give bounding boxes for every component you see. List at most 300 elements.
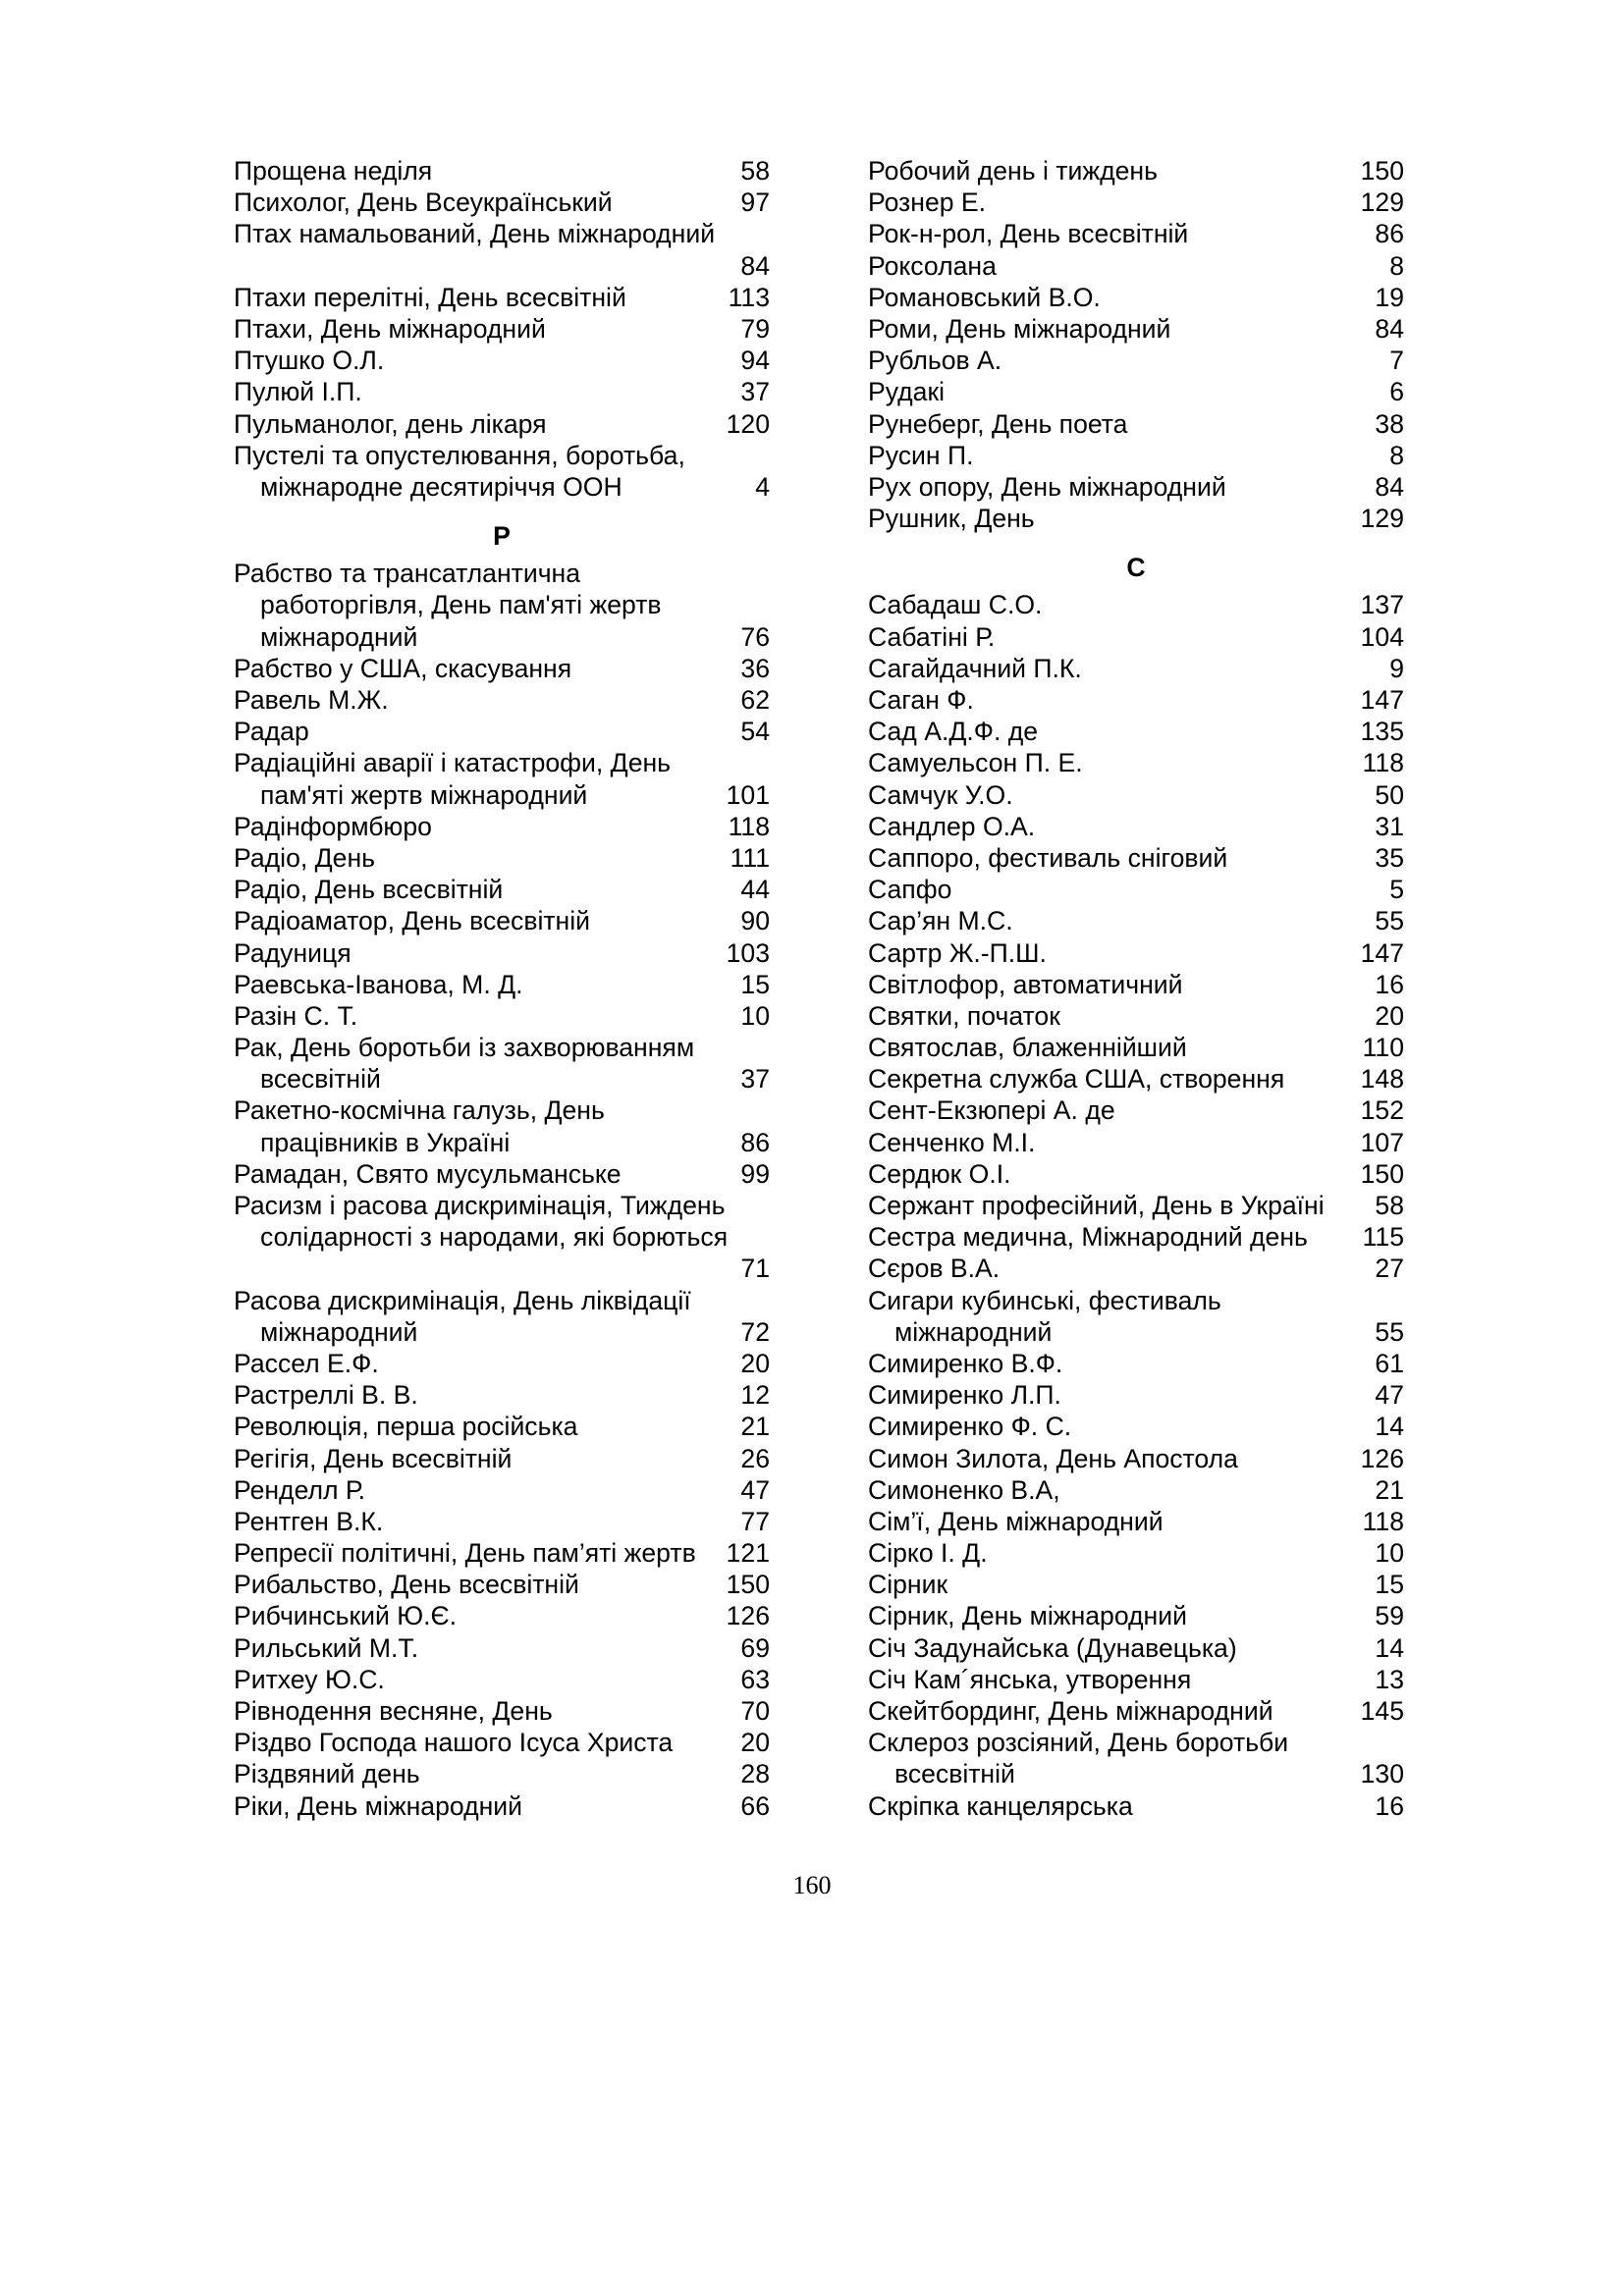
index-entry <box>234 905 770 936</box>
index-entry <box>868 1221 1404 1253</box>
index-entry-page: 36 <box>740 653 770 683</box>
index-entry-page: 150 <box>726 1570 770 1600</box>
index-entry-term: Романовський В.О. <box>868 282 1101 312</box>
index-entry-page: 150 <box>1360 156 1404 186</box>
index-entry-term: Рентген В.К. <box>234 1506 384 1536</box>
index-entry <box>234 589 770 620</box>
index-entry-term: Роми, День міжнародний <box>868 313 1171 344</box>
index-entry-page: 118 <box>1362 1506 1404 1536</box>
index-entry <box>234 155 770 187</box>
index-entry-term: Прощена неділя <box>234 156 433 186</box>
index-entry <box>868 1727 1404 1758</box>
index-entry-page: 55 <box>1375 1316 1404 1347</box>
index-entry-term: Симон Зилота, День Апостола <box>868 1443 1238 1473</box>
index-entry-page: 63 <box>740 1664 770 1694</box>
index-entry-page: 84 <box>1375 313 1404 344</box>
index-entry <box>868 440 1404 471</box>
index-entry-term: Рунеберг, День поета <box>868 408 1128 439</box>
index-entry <box>868 1063 1404 1095</box>
index-entry-term: Рабство та трансатлантична <box>234 559 581 589</box>
index-entry <box>234 1569 770 1600</box>
index-entry-page: 152 <box>1360 1095 1404 1126</box>
index-entry-page: 129 <box>1360 187 1404 218</box>
index-entry-term: міжнародне десятиріччя ООН <box>260 471 623 502</box>
index-entry-term: Різдво Господа нашого Ісуса Христа <box>234 1728 674 1758</box>
index-entry-page: 103 <box>726 937 770 968</box>
index-entry <box>868 811 1404 842</box>
index-entry-term: міжнародний <box>260 621 418 652</box>
index-entry <box>868 408 1404 440</box>
index-entry-term: Сапфо <box>868 875 952 905</box>
index-entry-term: Рівнодення весняне, День <box>234 1696 553 1726</box>
index-entry-page: 121 <box>726 1538 770 1569</box>
index-entry-term: Секретна служба США, створення <box>868 1064 1285 1095</box>
index-entry <box>234 440 770 471</box>
index-entry-page: 84 <box>740 250 770 281</box>
index-entry <box>868 282 1404 313</box>
index-entry-term: Сартр Ж.-П.Ш. <box>868 937 1047 968</box>
index-entry-term: Ріки, День міжнародний <box>234 1790 523 1821</box>
index-entry <box>234 282 770 313</box>
index-entry <box>868 1285 1404 1316</box>
index-entry-page: 113 <box>728 282 770 312</box>
index-entry-term: Рух опору, День міжнародний <box>868 471 1226 502</box>
index-entry-page: 61 <box>1375 1348 1404 1378</box>
index-entry <box>234 1127 770 1158</box>
index-entry <box>868 187 1404 218</box>
index-entry-page: 111 <box>730 842 770 873</box>
index-entry-page: 13 <box>1375 1664 1404 1694</box>
index-entry-page: 20 <box>1375 1000 1404 1031</box>
index-entry-term: Сірко І. Д. <box>868 1538 988 1569</box>
index-entry-term: Ренделл Р. <box>234 1474 365 1505</box>
index-entry-term: міжнародний <box>894 1316 1053 1347</box>
index-entry-term: Птах намальований, День міжнародний <box>234 219 716 249</box>
index-column-right <box>868 155 1404 1822</box>
index-entry <box>868 1537 1404 1569</box>
index-entry <box>868 621 1404 653</box>
index-entry <box>868 747 1404 778</box>
index-entry-term: Радінформбюро <box>234 811 432 841</box>
index-entry <box>234 218 770 249</box>
index-entry <box>234 1158 770 1190</box>
index-entry-page: 77 <box>740 1506 770 1536</box>
index-entry-page: 16 <box>1375 1790 1404 1821</box>
index-entry-term: Радіо, День <box>234 842 375 873</box>
index-entry <box>868 1632 1404 1664</box>
index-entry-term: Рак, День боротьби із захворюванням <box>234 1033 695 1063</box>
index-entry <box>234 1379 770 1411</box>
index-entry-page: 12 <box>740 1380 770 1411</box>
index-entry-term: Сірник <box>868 1570 948 1600</box>
index-entry-term: Сабатіні Р. <box>868 621 996 652</box>
right-top-entries <box>868 155 1404 534</box>
index-entry <box>234 716 770 747</box>
index-entry-page: 62 <box>740 685 770 715</box>
index-entry <box>868 1790 1404 1822</box>
index-entry <box>868 1000 1404 1032</box>
index-entry-page: 10 <box>1375 1538 1404 1569</box>
index-entry-term: Птахи, День міжнародний <box>234 313 546 344</box>
index-entry <box>868 1474 1404 1506</box>
index-entry-page: 47 <box>740 1474 770 1505</box>
index-entry <box>234 621 770 653</box>
index-entry-page: 54 <box>740 717 770 747</box>
index-entry <box>868 589 1404 620</box>
index-entry-term: Расизм і расова дискримінація, Тиждень <box>234 1191 726 1220</box>
index-entry-term: Рушник, День <box>868 504 1035 534</box>
index-entry <box>868 1253 1404 1284</box>
index-entry <box>868 313 1404 345</box>
index-entry-term: Растреллі В. В. <box>234 1380 418 1411</box>
index-entry-page: 66 <box>740 1790 770 1821</box>
index-entry-page: 94 <box>740 346 770 376</box>
index-entry-term: Симиренко Ф. С. <box>868 1412 1072 1442</box>
index-entry <box>234 1474 770 1506</box>
index-entry-term: Сад А.Д.Ф. де <box>868 717 1039 747</box>
index-entry-term: міжнародний <box>260 1316 418 1347</box>
index-entry-term: Світлофор, автоматичний <box>868 969 1183 999</box>
index-entry <box>234 1758 770 1789</box>
index-entry-page: 21 <box>1375 1474 1404 1505</box>
index-entry-term: Сент-Екзюпері А. де <box>868 1095 1115 1126</box>
index-entry-page: 20 <box>740 1348 770 1378</box>
section-heading-s: С <box>1126 553 1146 583</box>
index-entry <box>234 250 770 282</box>
index-entry <box>234 558 770 589</box>
index-entry-page: 7 <box>1389 346 1404 376</box>
index-entry-page: 86 <box>740 1127 770 1157</box>
index-entry-term: Рудакі <box>868 377 946 407</box>
index-entry-term: Пустелі та опустелювання, боротьба, <box>234 440 685 470</box>
index-entry-page: 28 <box>740 1759 770 1789</box>
index-entry-page: 118 <box>1362 748 1404 778</box>
index-entry <box>234 1664 770 1695</box>
index-entry-page: 90 <box>740 906 770 936</box>
index-entry-term: Роксолана <box>868 250 997 281</box>
index-entry-term: Скріпка канцелярська <box>868 1790 1133 1821</box>
index-entry-term: Ритхеу Ю.С. <box>234 1664 385 1694</box>
index-entry <box>868 1158 1404 1190</box>
index-entry-term: Радіоаматор, День всесвітній <box>234 906 590 936</box>
index-entry-page: 14 <box>1375 1632 1404 1663</box>
index-entry-term: пам'яті жертв міжнародний <box>260 779 588 810</box>
index-entry-term: Революція, перша російська <box>234 1412 578 1442</box>
index-entry-term: Святослав, блаженнійший <box>868 1033 1187 1063</box>
index-entry-page: 150 <box>1360 1158 1404 1189</box>
index-entry-term: працівників в Україні <box>260 1127 511 1157</box>
index-entry <box>868 1758 1404 1789</box>
index-entry-page: 55 <box>1375 906 1404 936</box>
index-entry-term: Самчук У.О. <box>868 779 1013 810</box>
index-entry <box>234 653 770 684</box>
index-entry-term: Рильський М.Т. <box>234 1632 419 1663</box>
index-entry-term: Рассел Е.Ф. <box>234 1348 379 1378</box>
index-entry-term: Пулюй І.П. <box>234 377 362 407</box>
index-entry <box>234 1506 770 1537</box>
index-entry <box>234 1316 770 1348</box>
index-entry <box>868 905 1404 936</box>
index-entry-term: Радуниця <box>234 937 352 968</box>
index-entry-term: Рознер Е. <box>868 187 987 218</box>
index-entry-term: Рибальство, День всесвітній <box>234 1570 579 1600</box>
index-entry-page: 135 <box>1360 717 1404 747</box>
index-entry-term: Сім’ї, День міжнародний <box>868 1506 1164 1536</box>
index-entry-term: Расова дискримінація, День ліквідації <box>234 1285 691 1315</box>
index-entry-page: 20 <box>740 1728 770 1758</box>
index-entry-page: 9 <box>1389 653 1404 683</box>
index-entry <box>234 1537 770 1569</box>
index-column-left <box>234 155 770 1822</box>
index-entry <box>234 937 770 969</box>
index-entry-term: Саппоро, фестиваль сніговий <box>868 842 1228 873</box>
index-entry <box>868 653 1404 684</box>
index-entry-page: 4 <box>755 471 770 502</box>
index-entry-page: 58 <box>740 156 770 186</box>
index-entry-term: Січ Задунайська (Дунавецька) <box>868 1632 1237 1663</box>
index-entry <box>234 842 770 874</box>
index-entry-term: Рок-н-рол, День всесвітній <box>868 219 1189 249</box>
index-entry-term: Січ Кам´янська, утворення <box>868 1664 1192 1694</box>
index-entry-page: 38 <box>1375 408 1404 439</box>
index-entry-term: Сестра медична, Міжнародний день <box>868 1222 1308 1253</box>
index-entry-page: 72 <box>740 1316 770 1347</box>
index-entry-term: Скейтбординг, День міжнародний <box>868 1696 1273 1726</box>
index-entry <box>868 969 1404 1000</box>
index-entry <box>234 345 770 376</box>
index-entry <box>868 1032 1404 1063</box>
index-entry-page: 70 <box>740 1696 770 1726</box>
index-entry-page: 120 <box>726 408 770 439</box>
index-entry <box>234 187 770 218</box>
index-entry-term: Рубльов А. <box>868 346 1002 376</box>
index-entry <box>868 1316 1404 1348</box>
index-entry <box>868 1600 1404 1631</box>
index-entry-term: Сенченко М.І. <box>868 1127 1036 1157</box>
index-entry <box>868 1095 1404 1126</box>
index-entry <box>868 471 1404 503</box>
index-entry-term: Ракетно-космічна галузь, День <box>234 1095 605 1126</box>
index-entry-term: Птахи перелітні, День всесвітній <box>234 282 626 312</box>
index-entry-term: Сандлер О.А. <box>868 811 1036 841</box>
index-entry <box>234 1600 770 1631</box>
index-entry <box>868 937 1404 969</box>
index-entry <box>234 1790 770 1822</box>
index-entry-page: 10 <box>740 1000 770 1031</box>
right-section-entries <box>868 589 1404 1821</box>
index-entry-term: Пульманолог, день лікаря <box>234 408 547 439</box>
index-entry-page: 104 <box>1360 621 1404 652</box>
index-entry-term: Регігія, День всесвітній <box>234 1443 513 1473</box>
index-entry <box>234 1095 770 1126</box>
index-entry-page: 101 <box>726 779 770 810</box>
index-entry-term: Радіаційні аварії і катастрофи, День <box>234 748 672 778</box>
index-entry-page: 26 <box>740 1443 770 1473</box>
index-entry-term: Симиренко В.Ф. <box>868 1348 1063 1378</box>
index-entry-page: 137 <box>1360 590 1404 620</box>
index-entry-term: Самуельсон П. Е. <box>868 748 1083 778</box>
index-entry-term: Рамадан, Свято мусульманське <box>234 1158 622 1189</box>
index-entry <box>234 1727 770 1758</box>
index-entry-term: Рабство у США, скасування <box>234 653 572 683</box>
index-entry <box>868 1569 1404 1600</box>
index-entry-term: всесвітній <box>260 1064 381 1095</box>
index-entry <box>868 218 1404 249</box>
index-entry-term: Сердюк О.І. <box>868 1158 1011 1189</box>
index-entry-page: 15 <box>740 969 770 999</box>
index-entry-term: Птушко О.Л. <box>234 346 385 376</box>
index-entry-term: Сабадаш С.О. <box>868 590 1043 620</box>
index-entry-term: Рибчинський Ю.Є. <box>234 1601 457 1631</box>
index-entry <box>234 1632 770 1664</box>
index-entry-page: 35 <box>1375 842 1404 873</box>
index-entry-page: 8 <box>1389 250 1404 281</box>
index-entry-term: всесвітній <box>894 1759 1015 1789</box>
index-entry <box>234 969 770 1000</box>
section-heading-r: Р <box>493 521 511 552</box>
index-entry-page: 47 <box>1375 1380 1404 1411</box>
index-entry-page: 8 <box>1389 440 1404 470</box>
index-entry <box>234 471 770 503</box>
index-entry-page: 84 <box>1375 471 1404 502</box>
index-entry <box>868 684 1404 716</box>
index-entry-page: 19 <box>1375 282 1404 312</box>
index-entry-page: 129 <box>1360 504 1404 534</box>
index-entry-page: 79 <box>740 313 770 344</box>
index-entry-page: 126 <box>726 1601 770 1631</box>
index-entry-page: 15 <box>1375 1570 1404 1600</box>
index-entry-term: Сєров В.А. <box>868 1254 1001 1284</box>
index-entry <box>234 313 770 345</box>
index-entry <box>868 250 1404 282</box>
index-entry-term: Психолог, День Всеукраїнський <box>234 187 613 218</box>
index-entry-page: 147 <box>1360 685 1404 715</box>
index-entry-page: 21 <box>740 1412 770 1442</box>
index-entry <box>868 1127 1404 1158</box>
left-section-entries <box>234 558 770 1822</box>
index-entry-page: 16 <box>1375 969 1404 999</box>
index-entry-term: Радар <box>234 717 309 747</box>
index-entry <box>234 1411 770 1442</box>
index-entry <box>234 376 770 407</box>
index-entry-term: работоргівля, День пам'яті жертв <box>260 590 662 620</box>
index-entry-term: Репресії політичні, День пам’яті жертв <box>234 1538 696 1569</box>
index-entry-page: 130 <box>1360 1759 1404 1789</box>
index-entry-term: Сагайдачний П.К. <box>868 653 1082 683</box>
index-entry-term: Склероз розсіяний, День боротьби <box>868 1728 1289 1758</box>
index-entry <box>234 1032 770 1063</box>
index-entry-page: 58 <box>1375 1191 1404 1220</box>
index-entry-page: 76 <box>740 621 770 652</box>
index-entry-page: 147 <box>1360 937 1404 968</box>
index-entry-term: Симоненко В.А, <box>868 1474 1060 1505</box>
page-number: 160 <box>792 1871 832 1899</box>
index-entry <box>234 811 770 842</box>
index-entry-page: 37 <box>740 1064 770 1095</box>
index-entry-page: 148 <box>1360 1064 1404 1095</box>
index-entry-page: 115 <box>1362 1222 1404 1253</box>
index-entry-page: 86 <box>1375 219 1404 249</box>
index-entry-term: Радіо, День всесвітній <box>234 875 504 905</box>
index-entry-page: 126 <box>1360 1443 1404 1473</box>
index-entry <box>234 1000 770 1032</box>
index-entry <box>234 747 770 778</box>
index-entry <box>868 779 1404 811</box>
index-entry-page: 69 <box>740 1632 770 1663</box>
index-entry-page: 118 <box>728 811 770 841</box>
index-entry-page: 5 <box>1389 875 1404 905</box>
index-entry <box>234 1443 770 1474</box>
index-entry <box>234 1348 770 1379</box>
index-entry <box>868 1664 1404 1695</box>
index-entry-term: солідарності з народами, які борються <box>260 1222 729 1253</box>
index-entry <box>868 1379 1404 1411</box>
index-entry <box>234 779 770 811</box>
index-entry-term: Русин П. <box>868 440 974 470</box>
index-entry-term: Сигари кубинські, фестиваль <box>868 1285 1221 1315</box>
index-entry <box>234 1063 770 1095</box>
index-entry-term: Раевська-Іванова, М. Д. <box>234 969 523 999</box>
index-entry <box>868 716 1404 747</box>
index-entry <box>868 1506 1404 1537</box>
index-entry-page: 97 <box>740 187 770 218</box>
index-entry <box>868 842 1404 874</box>
index-entry-page: 6 <box>1389 377 1404 407</box>
left-top-entries <box>234 155 770 503</box>
index-entry-term: Разін С. Т. <box>234 1000 358 1031</box>
index-entry-page: 14 <box>1375 1412 1404 1442</box>
index-entry-page: 59 <box>1375 1601 1404 1631</box>
index-entry <box>234 1285 770 1316</box>
index-entry <box>868 345 1404 376</box>
index-entry-page: 99 <box>740 1158 770 1189</box>
index-entry-term: Сірник, День міжнародний <box>868 1601 1187 1631</box>
index-entry-term: Сар’ян М.С. <box>868 906 1013 936</box>
index-entry-page: 27 <box>1375 1254 1404 1284</box>
index-entry-page: 71 <box>740 1254 770 1284</box>
index-entry-term: Равель М.Ж. <box>234 685 389 715</box>
index-entry <box>868 155 1404 187</box>
index-entry <box>234 408 770 440</box>
index-entry-term: Різдвяний день <box>234 1759 420 1789</box>
index-entry-page: 31 <box>1375 811 1404 841</box>
index-entry <box>234 1695 770 1727</box>
index-entry-term: Робочий день і тиждень <box>868 156 1158 186</box>
index-entry <box>234 874 770 905</box>
index-entry <box>234 1190 770 1221</box>
index-entry <box>868 1411 1404 1442</box>
index-entry <box>234 1253 770 1284</box>
index-entry <box>868 1190 1404 1221</box>
index-entry-page: 50 <box>1375 779 1404 810</box>
index-entry-term: Саган Ф. <box>868 685 974 715</box>
index-entry <box>234 684 770 716</box>
index-entry <box>234 1221 770 1253</box>
index-entry-page: 107 <box>1360 1127 1404 1157</box>
index-entry <box>868 1443 1404 1474</box>
index-entry-page: 110 <box>1362 1033 1404 1063</box>
index-entry <box>868 1348 1404 1379</box>
index-entry-term: Святки, початок <box>868 1000 1060 1031</box>
index-entry-page: 44 <box>740 875 770 905</box>
index-entry <box>868 874 1404 905</box>
index-entry <box>868 376 1404 407</box>
index-entry-page: 145 <box>1360 1696 1404 1726</box>
index-entry <box>868 1695 1404 1727</box>
index-entry <box>868 503 1404 534</box>
index-entry-term: Симиренко Л.П. <box>868 1380 1061 1411</box>
index-entry-page: 37 <box>740 377 770 407</box>
